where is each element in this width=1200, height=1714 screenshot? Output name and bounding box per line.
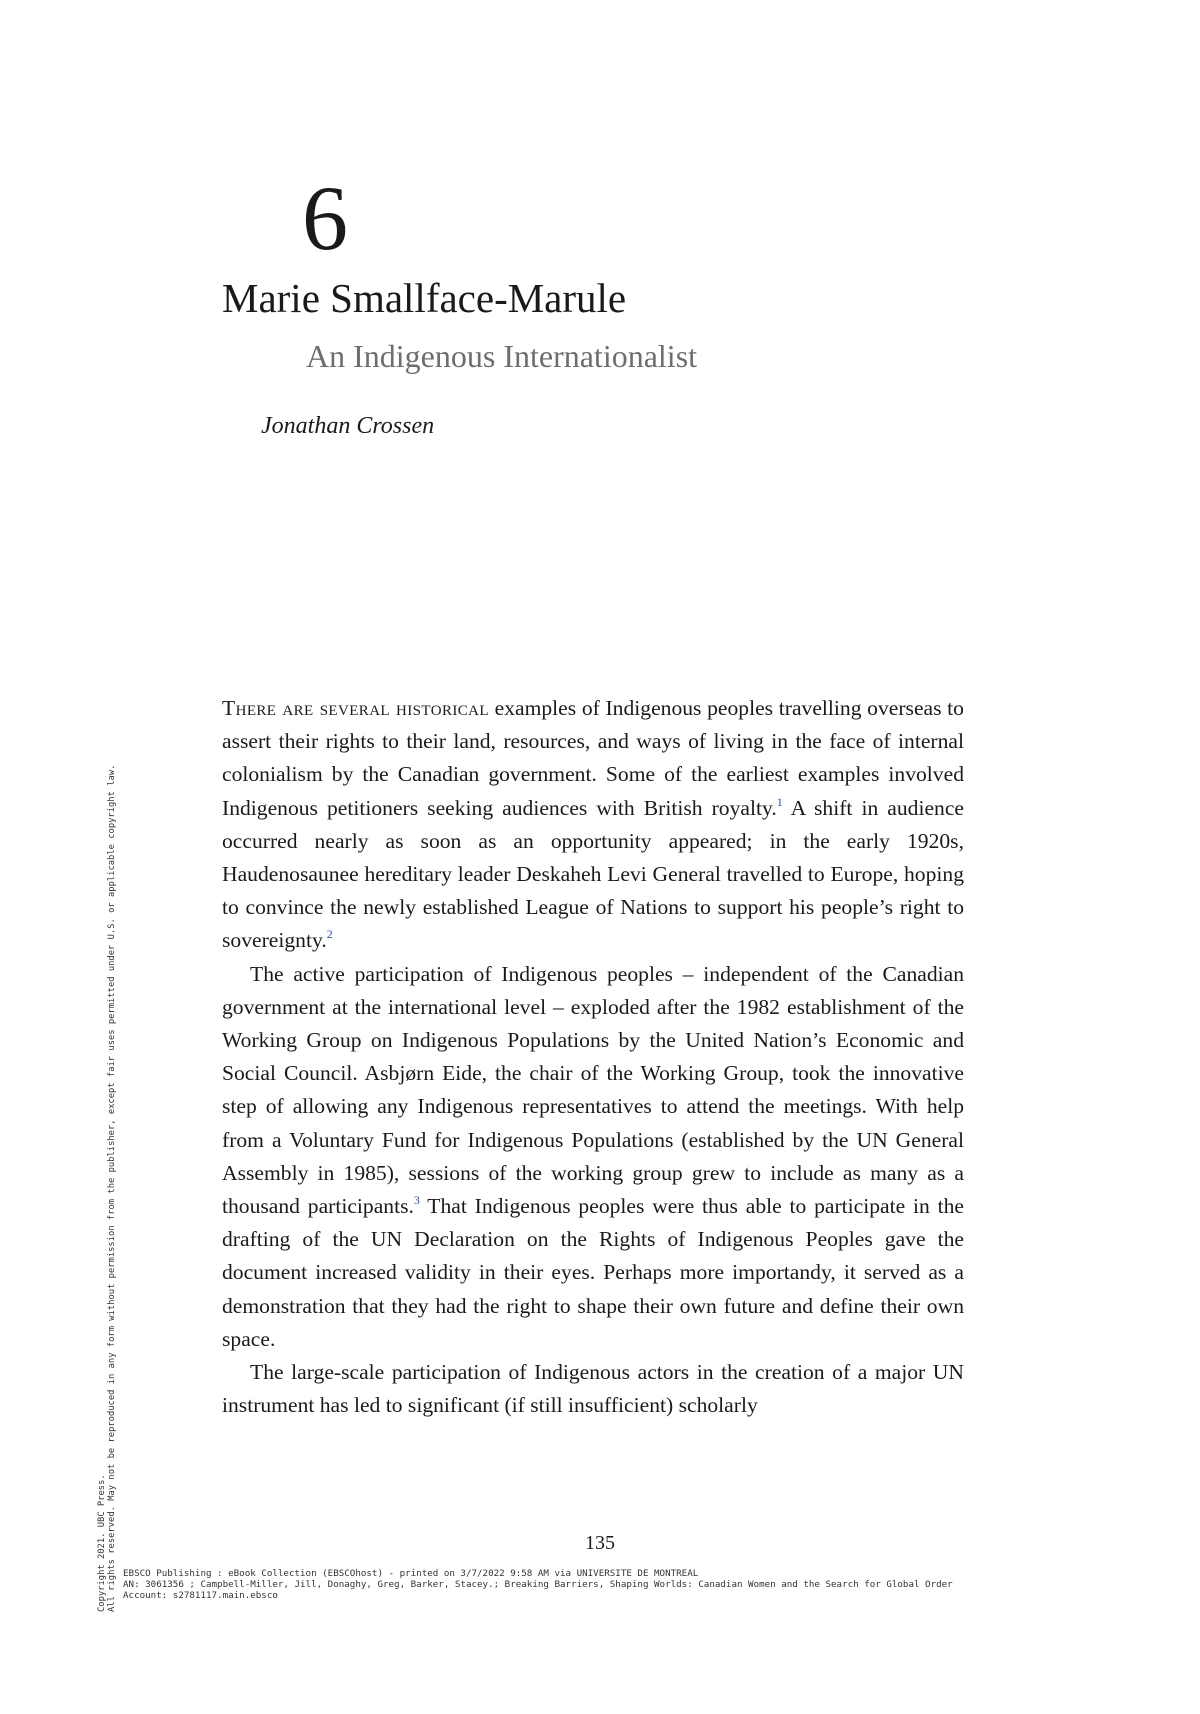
- paragraph-2-text-b: That Indigenous peoples were thus able to participate in the drafting of the UN Declaration on the Rights of Indigenous Peoples gave the document increased validity in their eyes. Perhaps more importandy, it served as a demonstration that they had the right to shape their own future and define their own space.: [222, 1194, 964, 1351]
- footnote-ref-1[interactable]: 1: [776, 794, 783, 809]
- chapter-title: Marie Smallface-Marule: [222, 275, 627, 321]
- footer-line-2: AN: 3061356 ; Campbell-Miller, Jill, Donaghy, Greg, Barker, Stacey.; Breaking Barriers, Shaping Worlds: Canadian Women and the Search for Global Order: [123, 1579, 953, 1590]
- footnote-ref-3[interactable]: 3: [413, 1193, 420, 1208]
- chapter-subtitle: An Indigenous Internationalist: [306, 338, 698, 374]
- author-name: Jonathan Crossen: [261, 413, 435, 439]
- paragraph-lead-in: There are several historical: [222, 696, 489, 720]
- body-text: [222, 692, 964, 1422]
- chapter-number: 6: [302, 167, 348, 269]
- copyright-line-2: All rights reserved. May not be reproduced in any form without permission from the publisher, except fair uses permitted under U.S. or applicable copyright law.: [107, 764, 117, 1612]
- copyright-notice: [97, 562, 117, 1612]
- paragraph-1-text-a: examples of Indigenous peoples travelling overseas to assert their rights to their land, resources, and ways of living in the face of internal colonialism by the Canadian government. Some of the earliest examples involved Indigenous petitioners seeking audiences with British royalty.: [222, 696, 964, 820]
- paragraph-3: The large-scale participation of Indigenous actors in the creation of a major UN instrument has led to significant (if still insufficient) scholarly: [222, 1360, 964, 1418]
- paragraph-2-text-a: The active participation of Indigenous peoples – independent of the Canadian government at the international level – exploded after the 1982 establishment of the Working Group on Indigenous Populations by the United Nation’s Economic and Social Council. Asbjørn Eide, the chair of the Working Group, took the innovative step of allowing any Indigenous representatives to attend the meetings. With help from a Voluntary Fund for Indigenous Populations (established by the UN General Assembly in 1985), sessions of the working group grew to include as many as a thousand participants.: [222, 961, 964, 1219]
- paragraph-2: [222, 958, 964, 1356]
- paragraph-1: [222, 692, 964, 958]
- ebsco-footer: [123, 1568, 1133, 1601]
- page-number: 135: [585, 1532, 615, 1554]
- footer-line-1: EBSCO Publishing : eBook Collection (EBSCOhost) - printed on 3/7/2022 9:58 AM via UNIVERSITE DE MONTREAL: [123, 1568, 699, 1579]
- copyright-line-1: Copyright 2021. UBC Press.: [97, 1474, 107, 1612]
- footer-line-3: Account: s2781117.main.ebsco: [123, 1590, 278, 1601]
- footnote-ref-2[interactable]: 2: [326, 927, 333, 942]
- paragraph-1-text-b: A shift in audience occurred nearly as soon as an opportunity appeared; in the early 1920s, Haudenosaunee hereditary leader Deskaheh Levi General travelled to Europe, hoping to convince the newly established League of Nations to support his people’s right to sovereignty.: [222, 795, 965, 953]
